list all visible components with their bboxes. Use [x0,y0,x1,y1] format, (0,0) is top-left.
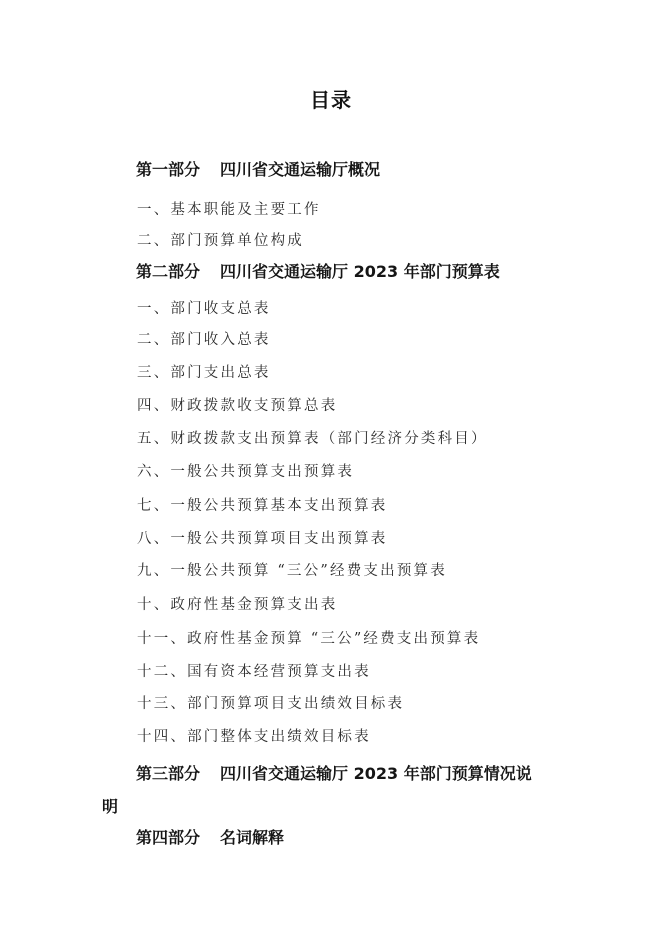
toc-item: 十、政府性基金预算支出表 [137,597,338,613]
toc-item: 十一、政府性基金预算 “三公”经费支出预算表 [137,631,481,647]
part-1-heading [136,157,380,180]
part-4-text: 名词解释 [220,828,285,847]
part-3-continuation: 明 [102,797,119,816]
toc-item: 五、财政拨款支出预算表（部门经济分类科目） [137,431,488,447]
part-2-label: 第二部分 [136,262,201,281]
part-4-label: 第四部分 [136,828,201,847]
toc-item: 八、一般公共预算项目支出预算表 [137,531,388,547]
toc-item: 六、一般公共预算支出预算表 [137,464,355,480]
part-2-text: 四川省交通运输厅 2023 年部门预算表 [220,262,500,281]
toc-item: 十二、国有资本经营预算支出表 [137,664,371,680]
toc-item: 九、一般公共预算 “三公”经费支出预算表 [137,563,447,579]
part-3-heading [136,761,532,784]
toc-item: 七、一般公共预算基本支出预算表 [137,498,388,514]
toc-item: 一、部门收支总表 [137,301,271,317]
part-2-heading [136,259,500,282]
toc-title: 目录 [310,88,352,112]
toc-item: 十三、部门预算项目支出绩效目标表 [137,696,405,712]
toc-item: 三、部门支出总表 [137,365,271,381]
toc-item: 一、基本职能及主要工作 [137,202,321,218]
part-1-text: 四川省交通运输厅概况 [220,160,381,179]
part-3-text: 四川省交通运输厅 2023 年部门预算情况说 [220,764,532,783]
toc-item: 二、部门预算单位构成 [137,233,304,249]
part-1-label: 第一部分 [136,160,201,179]
part-3-label: 第三部分 [136,764,201,783]
toc-item: 十四、部门整体支出绩效目标表 [137,729,371,745]
part-4-heading [136,825,284,848]
toc-item: 四、财政拨款收支预算总表 [137,398,338,414]
toc-item: 二、部门收入总表 [137,332,271,348]
